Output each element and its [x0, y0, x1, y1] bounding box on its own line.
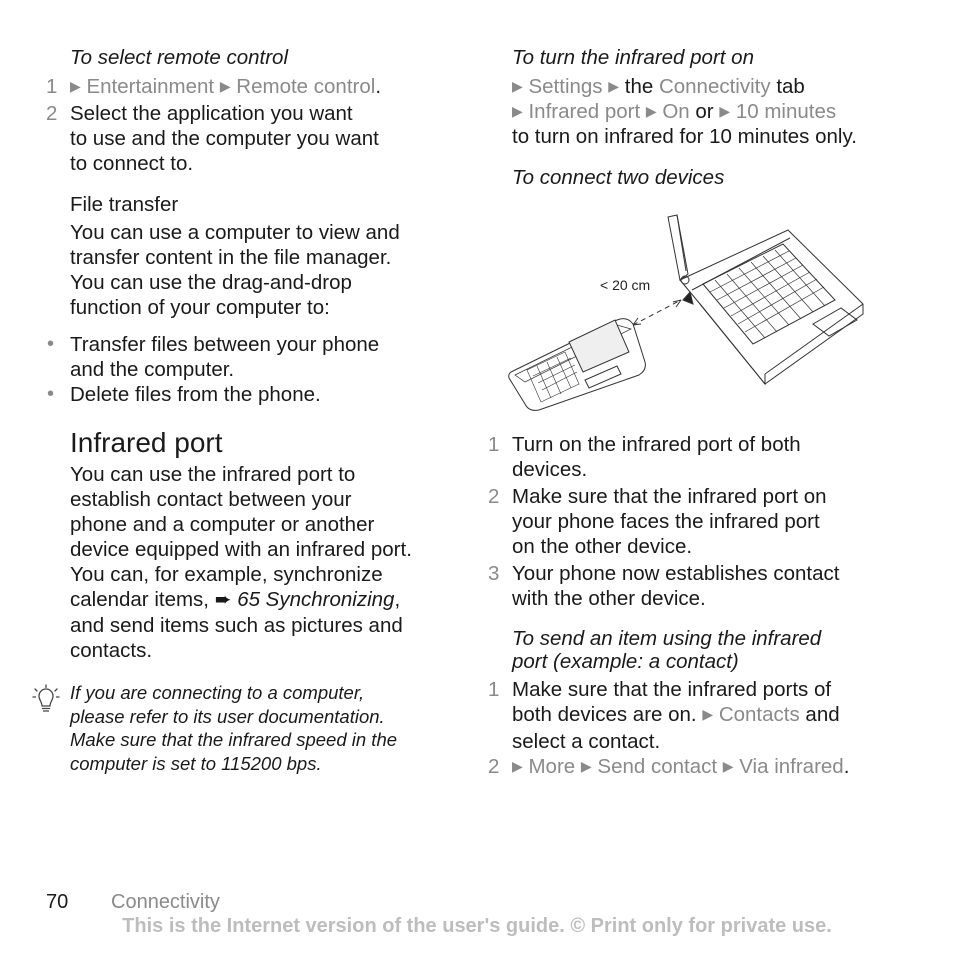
text-line: function of your computer to:	[70, 296, 330, 319]
text-line: devices.	[512, 458, 588, 481]
period: .	[843, 755, 850, 778]
triangle-icon: ▶	[70, 78, 81, 94]
text-line: contacts.	[70, 639, 153, 662]
text-line: Make sure that the infrared port on	[512, 485, 827, 508]
text-line: your phone faces the infrared port	[512, 510, 820, 533]
text-fragment: and	[805, 703, 840, 726]
text-line: transfer content in the file manager.	[70, 246, 392, 269]
synchronizing-link[interactable]: 65 Synchronizing	[237, 588, 395, 611]
text-line: If you are connecting to a computer,	[70, 682, 365, 703]
menu-settings: Settings	[528, 75, 603, 98]
menu-more: More	[528, 755, 576, 778]
triangle-icon: ▶	[719, 103, 731, 119]
menu-on: On	[662, 100, 690, 123]
text-fragment: the	[624, 75, 654, 98]
text-line: Select the application you want	[70, 102, 353, 125]
send-step-2	[512, 754, 849, 781]
text-line: select a contact.	[512, 730, 661, 753]
menu-connectivity: Connectivity	[658, 75, 771, 98]
text-fragment: or	[695, 100, 714, 123]
triangle-icon: ▶	[512, 103, 523, 119]
triangle-icon: ▶	[608, 78, 620, 94]
step-number: 3	[488, 562, 500, 585]
menu-entertainment: Entertainment	[86, 75, 215, 98]
distance-label: < 20 cm	[600, 277, 651, 293]
step-number: 2	[488, 755, 500, 778]
text-line: Transfer files between your phone	[70, 333, 380, 356]
arrow-icon: ➨	[214, 589, 232, 611]
text-line: Make sure that the infrared ports of	[512, 678, 832, 701]
triangle-icon: ▶	[219, 78, 231, 94]
text-fragment: tab	[776, 75, 805, 98]
turn-on-path-1	[512, 74, 805, 101]
text-line: Your phone now establishes contact	[512, 562, 840, 585]
tip-text	[70, 681, 397, 775]
text-line: You can use a computer to view and	[70, 221, 400, 244]
step-1-path	[70, 74, 381, 101]
connect-step-1	[512, 432, 801, 482]
triangle-icon: ▶	[512, 78, 523, 94]
infrared-port-title: Infrared port	[70, 427, 223, 458]
turn-on-path-2	[512, 99, 836, 126]
step-number: 1	[46, 75, 58, 98]
text-line: computer is set to 115200 bps.	[70, 752, 322, 774]
triangle-icon: ▶	[702, 706, 714, 722]
select-remote-heading: To select remote control	[70, 46, 289, 69]
step-2-text	[70, 101, 379, 176]
infrared-paragraph	[70, 462, 412, 663]
menu-via-infrared: Via infrared	[739, 755, 844, 778]
text-line: Turn on the infrared port of both	[512, 433, 801, 456]
lightbulb-icon	[32, 684, 60, 716]
connect-heading: To connect two devices	[512, 166, 725, 189]
text-line: Make sure that the infrared speed in the	[70, 729, 398, 750]
text-line	[512, 702, 840, 729]
triangle-icon: ▶	[722, 758, 734, 774]
text-line: You can use the drag-and-drop	[70, 271, 352, 294]
text-line: port (example: a contact)	[512, 650, 739, 673]
text-line: to connect to.	[70, 152, 194, 175]
text-line: on the other device.	[512, 535, 693, 558]
text-line: To send an item using the infrared	[512, 627, 822, 650]
comma: ,	[394, 588, 401, 611]
menu-send-contact: Send contact	[597, 755, 718, 778]
bullet-icon: •	[47, 333, 55, 355]
triangle-icon: ▶	[580, 758, 592, 774]
text-line: please refer to its user documentation.	[70, 705, 385, 727]
menu-remote-control: Remote control	[236, 75, 376, 98]
text-line: with the other device.	[512, 587, 706, 610]
turn-on-text: to turn on infrared for 10 minutes only.	[512, 125, 857, 148]
text-line: device equipped with an infrared port.	[70, 538, 412, 561]
text-line	[70, 587, 412, 613]
text-line: You can use the infrared port to	[70, 463, 356, 486]
connect-step-2	[512, 484, 827, 559]
file-transfer-title: File transfer	[70, 193, 179, 216]
step-number: 1	[488, 433, 500, 456]
bullet-icon: •	[47, 383, 55, 405]
text-line: to use and the computer you want	[70, 127, 379, 150]
section-name: Connectivity	[111, 891, 220, 913]
file-transfer-paragraph	[70, 220, 400, 320]
menu-contacts: Contacts	[718, 703, 800, 726]
step-number: 2	[488, 485, 500, 508]
text-line: and the computer.	[70, 358, 235, 381]
menu-10-minutes: 10 minutes	[735, 100, 837, 123]
text-line: establish contact between your	[70, 488, 352, 511]
page-number: 70	[46, 891, 69, 913]
send-heading	[512, 627, 821, 673]
send-step-1	[512, 677, 840, 754]
step-number: 1	[488, 678, 500, 701]
menu-infrared-port: Infrared port	[528, 100, 641, 123]
text-line: You can, for example, synchronize	[70, 563, 383, 586]
text-fragment: both devices are on.	[512, 703, 697, 726]
triangle-icon: ▶	[512, 758, 523, 774]
step-number: 2	[46, 102, 58, 125]
bullet-item: Delete files from the phone.	[70, 383, 321, 406]
connect-step-3	[512, 561, 839, 611]
turn-on-heading: To turn the infrared port on	[512, 46, 754, 69]
text-line: and send items such as pictures and	[70, 614, 403, 637]
triangle-icon: ▶	[645, 103, 657, 119]
bullet-item	[70, 332, 379, 382]
text-fragment: calendar items,	[70, 588, 210, 611]
infrared-connection-illustration	[505, 212, 865, 414]
period: .	[375, 75, 382, 98]
footer-notice: This is the Internet version of the user's guide. © Print only for private use.	[122, 915, 832, 937]
text-line: phone and a computer or another	[70, 513, 375, 536]
